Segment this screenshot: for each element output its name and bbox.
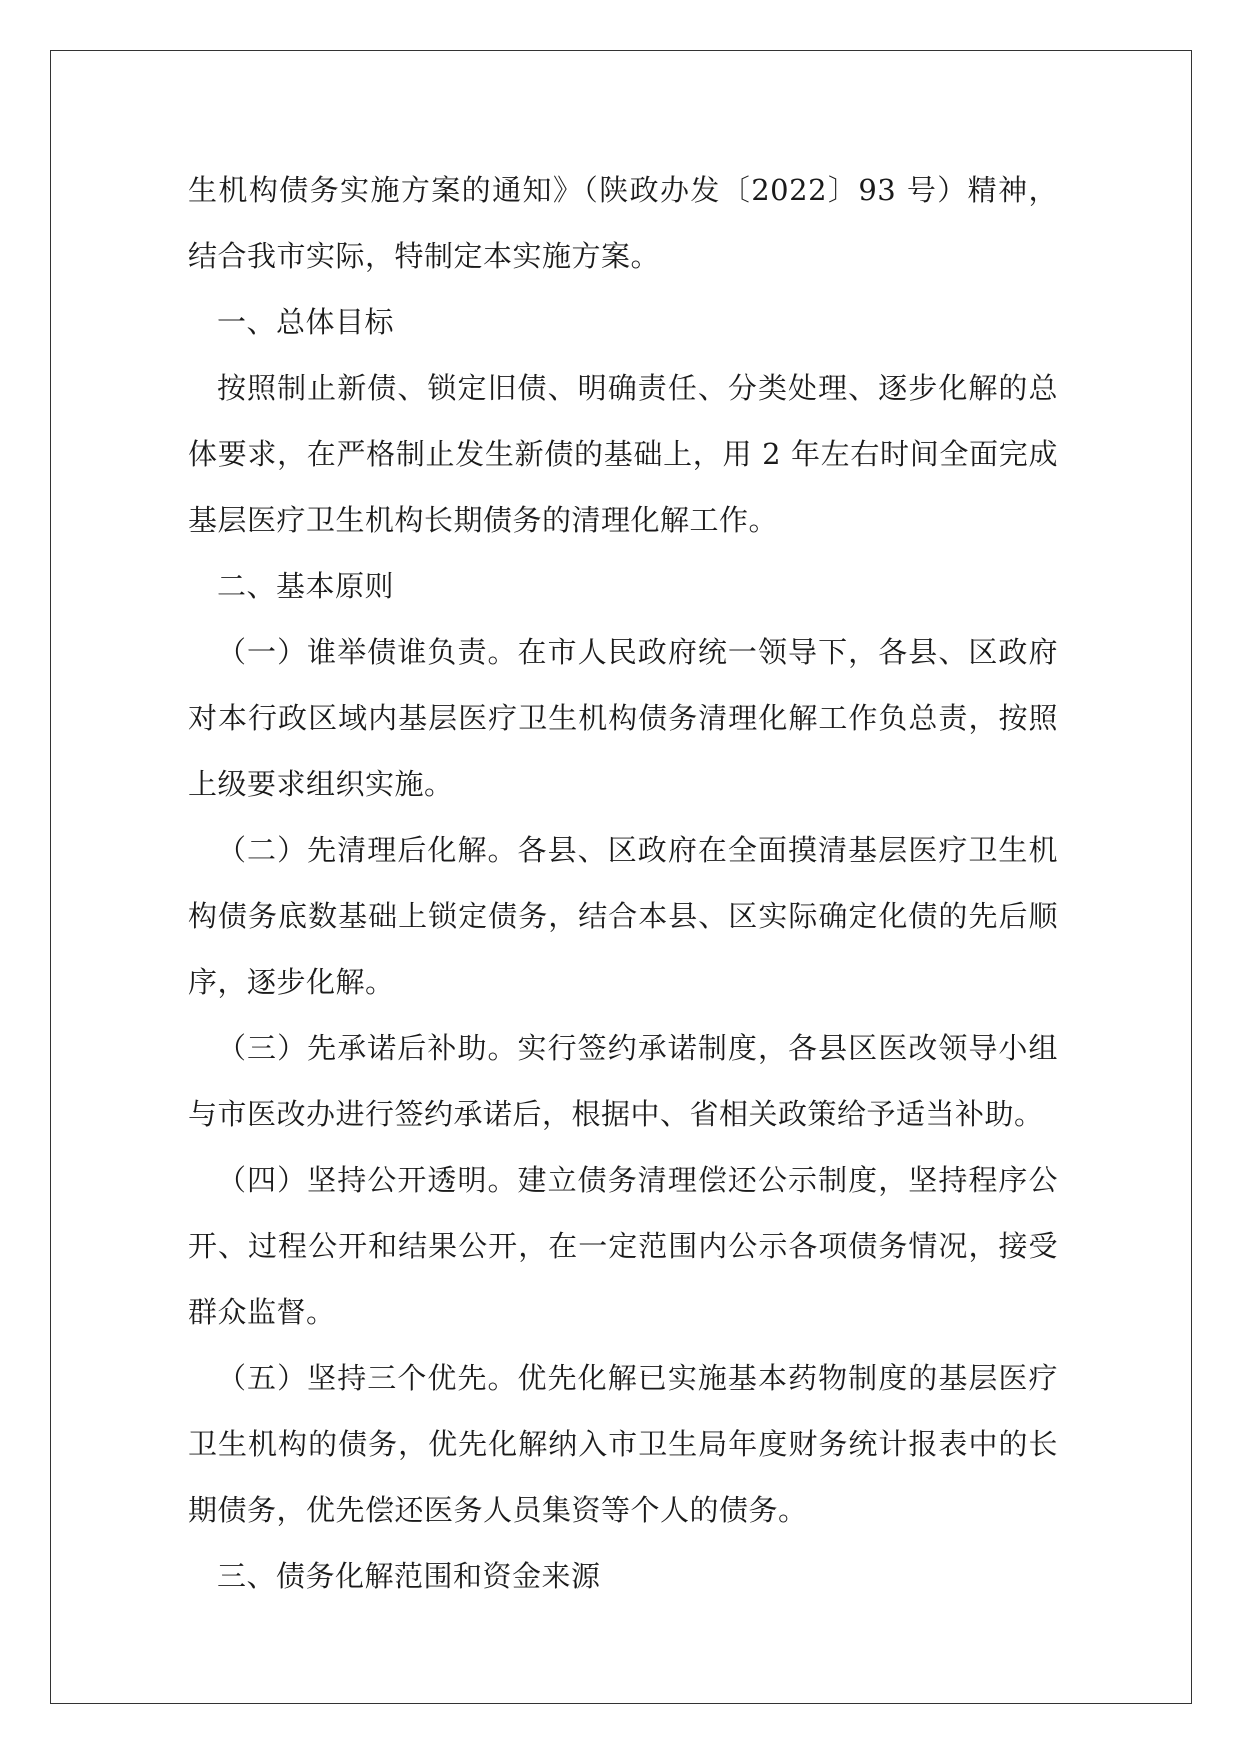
paragraph-principle-4: （四）坚持公开透明。建立债务清理偿还公示制度，坚持程序公开、过程公开和结果公开，在一定范围内公示各项债务情况，接受群众监督。 (188, 1163, 1058, 1329)
paragraph-goal: 按照制止新债、锁定旧债、明确责任、分类处理、逐步化解的总体要求，在严格制止发生新债的基础上，用 2 年左右时间全面完成基层医疗卫生机构长期债务的清理化解工作。 (188, 371, 1058, 537)
section-heading-overall-goal: 一、总体目标 (217, 305, 395, 339)
paragraph-principle-5: （五）坚持三个优先。优先化解已实施基本药物制度的基层医疗卫生机构的债务，优先化解纳入市卫生局年度财务统计报表中的长期债务，优先偿还医务人员集资等个人的债务。 (188, 1361, 1058, 1527)
paragraph-principle-3: （三）先承诺后补助。实行签约承诺制度，各县区医改领导小组与市医改办进行签约承诺后，根据中、省相关政策给予适当补助。 (188, 1031, 1058, 1131)
section-heading-debt-scope: 三、债务化解范围和资金来源 (217, 1559, 601, 1593)
paragraph-principle-1: （一）谁举债谁负责。在市人民政府统一领导下，各县、区政府对本行政区域内基层医疗卫生机构债务清理化解工作负总责，按照上级要求组织实施。 (188, 635, 1058, 801)
paragraph-principle-2: （二）先清理后化解。各县、区政府在全面摸清基层医疗卫生机构债务底数基础上锁定债务，结合本县、区实际确定化债的先后顺序，逐步化解。 (188, 833, 1058, 999)
document-body (188, 157, 1058, 1609)
paragraph-intro: 生机构债务实施方案的通知》（陕政办发〔2022〕93 号）精神，结合我市实际，特制定本实施方案。 (188, 173, 1058, 273)
section-heading-basic-principles: 二、基本原则 (217, 569, 395, 603)
